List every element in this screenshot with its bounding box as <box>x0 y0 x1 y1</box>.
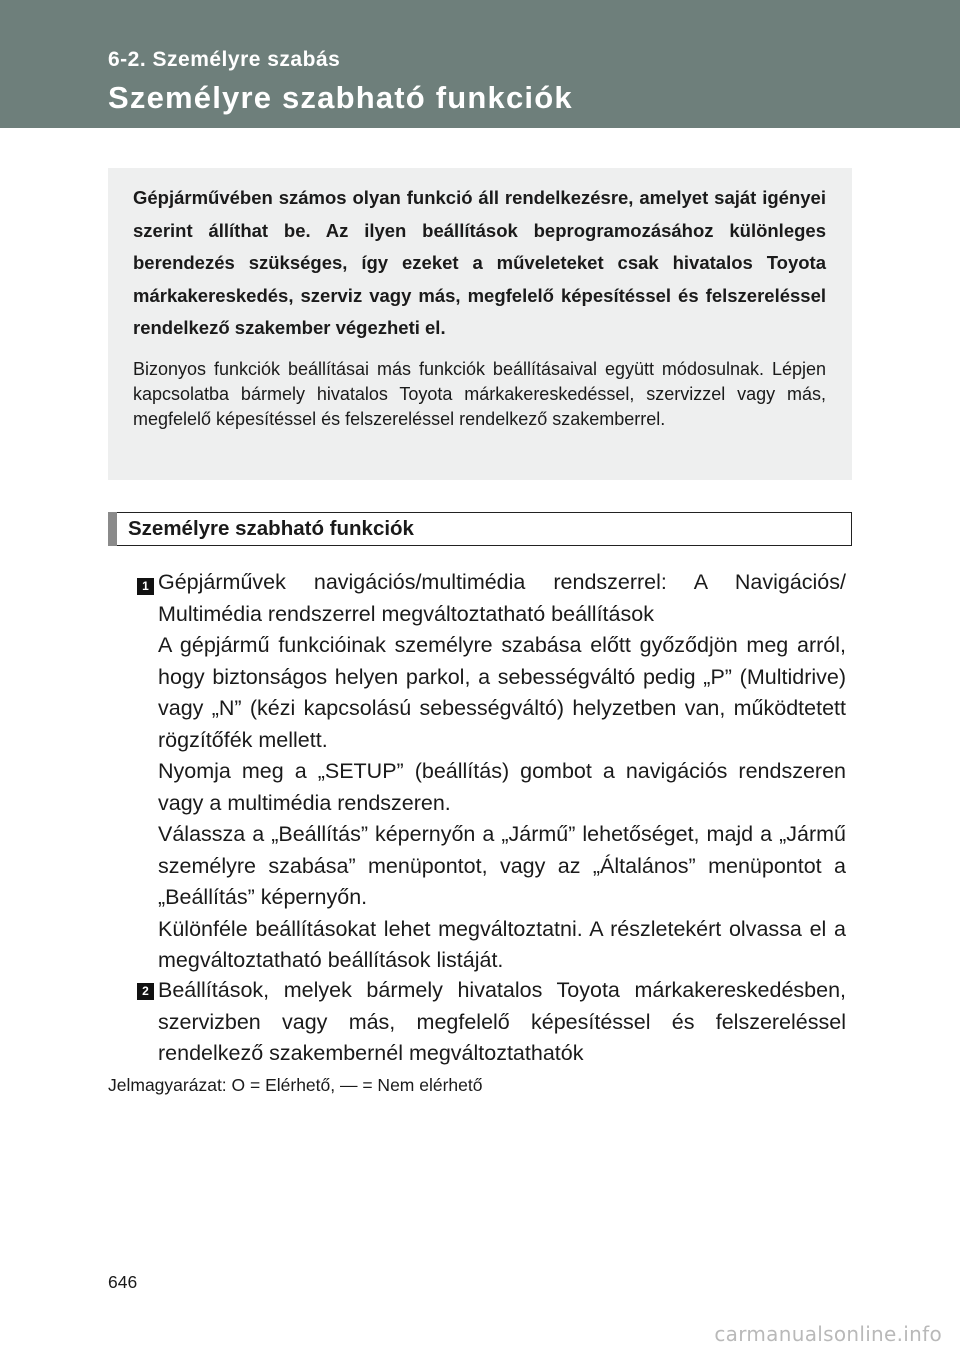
item-2-heading: Beállítások, melyek bármely hivatalos Toyota márkakereskedésben, szervizben vagy más, megfelelő képesítéssel és felszereléssel rendelkező szakembernél megváltoztathatók <box>158 978 846 1065</box>
item-1-heading: Gépjárművek navigációs/multimédia rendszerrel: A Navigációs/ Multimédia rendszerrel megváltoztatható beállítások <box>158 570 846 626</box>
item-1-badge: 1 <box>137 578 154 595</box>
legend: Jelmagyarázat: O = Elérhető, — = Nem elérhető <box>108 1075 483 1095</box>
list-item-2 <box>158 975 846 1070</box>
subsection-title: Személyre szabható funkciók <box>128 517 414 540</box>
intro-regular-text: Bizonyos funkciók beállításai más funkciók beállításaival együtt módosulnak. Lépjen kapcsolatba bármely hivatalos Toyota márkakereskedéssel, szervizzel vagy más, megfelelő képesítéssel és felszereléssel rendelkező szakemberrel. <box>133 358 826 429</box>
item-1-paragraph: A gépjármű funkcióinak személyre szabása előtt győződjön meg arról, hogy biztonságos helyen parkol, a sebességváltó pedig „P” (Multidrive) vagy „N” (kézi kapcsolású sebességváltó) helyzetben van, működtetett rögzítőfék mellett. <box>158 633 846 752</box>
intro-box <box>108 168 852 480</box>
item-2-badge: 2 <box>137 983 154 1000</box>
subsection-header-bar <box>108 512 117 546</box>
section-label: 6-2. Személyre szabás <box>108 48 341 71</box>
footer-watermark: carmanualsonline.info <box>714 1322 942 1346</box>
item-1-paragraph: Nyomja meg a „SETUP” (beállítás) gombot a navigációs rendszeren vagy a multimédia rendszeren. <box>158 759 846 815</box>
page-number: 646 <box>108 1272 138 1292</box>
page-title: Személyre szabható funkciók <box>108 80 573 115</box>
item-1-paragraph: Különféle beállításokat lehet megváltoztatni. A részletekért olvassa el a megváltoztatható beállítások listáját. <box>158 916 846 972</box>
header-band <box>0 0 960 128</box>
intro-bold-text: Gépjárművében számos olyan funkció áll rendelkezésre, amelyet saját igényei szerint állíthat be. Az ilyen beállítások beprogramozásához különleges berendezés szükséges, így ezeket a műveleteket csak hivatalos Toyota márkakereskedés, szerviz vagy más, megfelelő képesítéssel és felszereléssel rendelkező szakember végezheti el. <box>133 187 826 338</box>
item-1-paragraph: Válassza a „Beállítás” képernyőn a „Jármű” lehetőséget, majd a „Jármű személyre szabása” menüpontot, vagy az „Általános” menüpontot a „Beállítás” képernyőn. <box>158 822 846 909</box>
list-item-1 <box>158 567 846 977</box>
subsection-header <box>108 512 852 546</box>
